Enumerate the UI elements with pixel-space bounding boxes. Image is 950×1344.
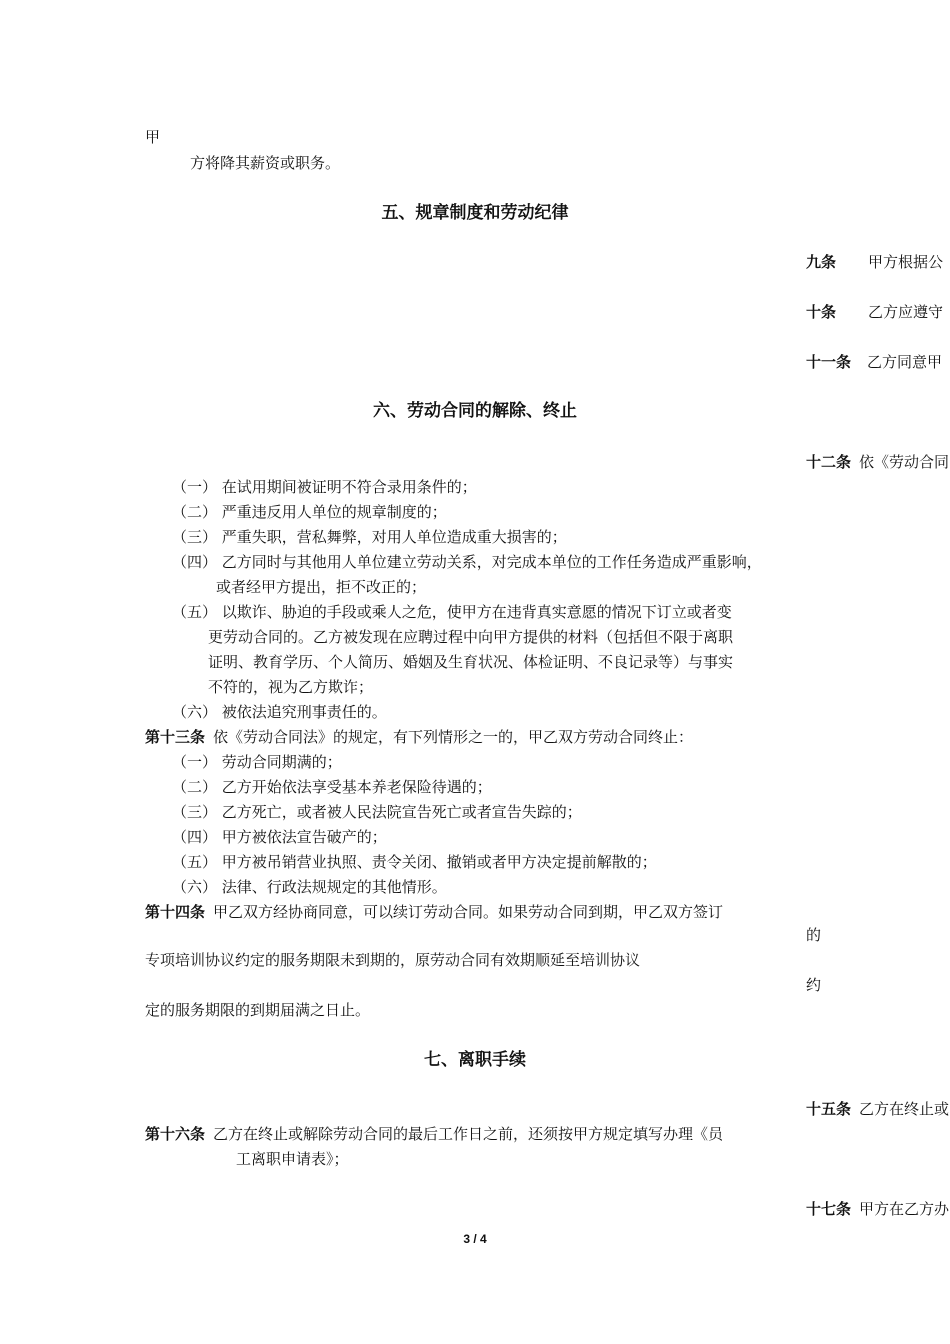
article-17-label: 十七条 <box>806 1200 852 1218</box>
art13-item-1: （一） 劳动合同期满的； <box>172 753 342 771</box>
article-16-text: 乙方在终止或解除劳动合同的最后工作日之前，还须按甲方规定填写办理《员 <box>213 1125 724 1143</box>
article-10 <box>806 305 943 320</box>
article-15 <box>806 1102 949 1117</box>
article-9-text: 甲方根据公 <box>868 253 944 271</box>
article-15-label: 十五条 <box>806 1100 852 1118</box>
article-13-text: 依《劳动合同法》的规定，有下列情形之一的，甲乙双方劳动合同终止： <box>213 728 694 746</box>
article-13 <box>145 730 693 745</box>
art13-item-6: （六） 法律、行政法规规定的其他情形。 <box>172 878 447 896</box>
art12-item-2: （二） 严重违反用人单位的规章制度的； <box>172 503 447 521</box>
article-14 <box>145 905 723 920</box>
article-9-label: 九条 <box>806 253 837 271</box>
article-11-text: 乙方同意甲 <box>867 353 943 371</box>
art13-item-5: （五） 甲方被吊销营业执照、责令关闭、撤销或者甲方决定提前解散的； <box>172 853 657 871</box>
art12-item-5: （五） 以欺诈、胁迫的手段或乘人之危，使甲方在违背真实意愿的情况下订立或者变 <box>172 603 732 621</box>
article-14-line-2: 专项培训协议约定的服务期限未到期的，原劳动合同有效期顺延至培训协议 <box>145 951 641 969</box>
article-11-label: 十一条 <box>806 353 852 371</box>
article-15-text: 乙方在终止或 <box>859 1100 950 1118</box>
article-17 <box>806 1202 949 1217</box>
article-14-text: 甲乙双方经协商同意，可以续订劳动合同。如果劳动合同到期，甲乙双方签订 <box>213 903 724 921</box>
art12-item-5-cont-1: 更劳动合同的。乙方被发现在应聘过程中向甲方提供的材料（包括但不限于离职 <box>208 628 734 646</box>
page-number: 3 / 4 <box>463 1232 487 1246</box>
article-10-text: 乙方应遵守 <box>868 303 944 321</box>
art12-item-3: （三） 严重失职，营私舞弊，对用人单位造成重大损害的； <box>172 528 567 546</box>
article-16-label: 第十六条 <box>145 1125 206 1143</box>
art12-item-5-cont-2: 证明、教育学历、个人简历、婚姻及生育状况、体检证明、不良记录等）与事实 <box>208 653 734 671</box>
article-10-label: 十条 <box>806 303 837 321</box>
art13-item-4: （四） 甲方被依法宣告破产的； <box>172 828 387 846</box>
article-14-line-3: 定的服务期限的到期届满之日止。 <box>145 1001 371 1019</box>
fragment-jia: 甲 <box>145 128 161 146</box>
article-17-text: 甲方在乙方办 <box>859 1200 950 1218</box>
article-12-text: 依《劳动合同 <box>859 453 950 471</box>
section-6-title: 六、劳动合同的解除、终止 <box>373 401 577 421</box>
art12-item-4: （四） 乙方同时与其他用人单位建立劳动关系，对完成本单位的工作任务造成严重影响， <box>172 553 762 571</box>
art13-item-3: （三） 乙方死亡，或者被人民法院宣告死亡或者宣告失踪的； <box>172 803 582 821</box>
art12-item-5-cont-3: 不符的，视为乙方欺诈； <box>208 678 374 696</box>
fragment-de: 的 <box>806 926 822 944</box>
art12-item-6: （六） 被依法追究刑事责任的。 <box>172 703 387 721</box>
art12-item-4-cont: 或者经甲方提出，拒不改正的； <box>216 578 427 596</box>
article-14-label: 第十四条 <box>145 903 206 921</box>
article-12 <box>806 455 949 470</box>
article-12-label: 十二条 <box>806 453 852 471</box>
art12-item-1: （一） 在试用期间被证明不符合录用条件的； <box>172 478 477 496</box>
article-16 <box>145 1127 723 1142</box>
section-5-title: 五、规章制度和劳动纪律 <box>381 203 569 223</box>
fragment-demote: 方将降其薪资或职务。 <box>190 154 341 172</box>
article-11 <box>806 355 942 370</box>
article-16-line-2: 工离职申请表》； <box>236 1150 349 1168</box>
art13-item-2: （二） 乙方开始依法享受基本养老保险待遇的； <box>172 778 492 796</box>
section-7-title: 七、离职手续 <box>424 1050 526 1070</box>
article-13-label: 第十三条 <box>145 728 206 746</box>
fragment-yue: 约 <box>806 976 822 994</box>
article-9 <box>806 255 943 270</box>
